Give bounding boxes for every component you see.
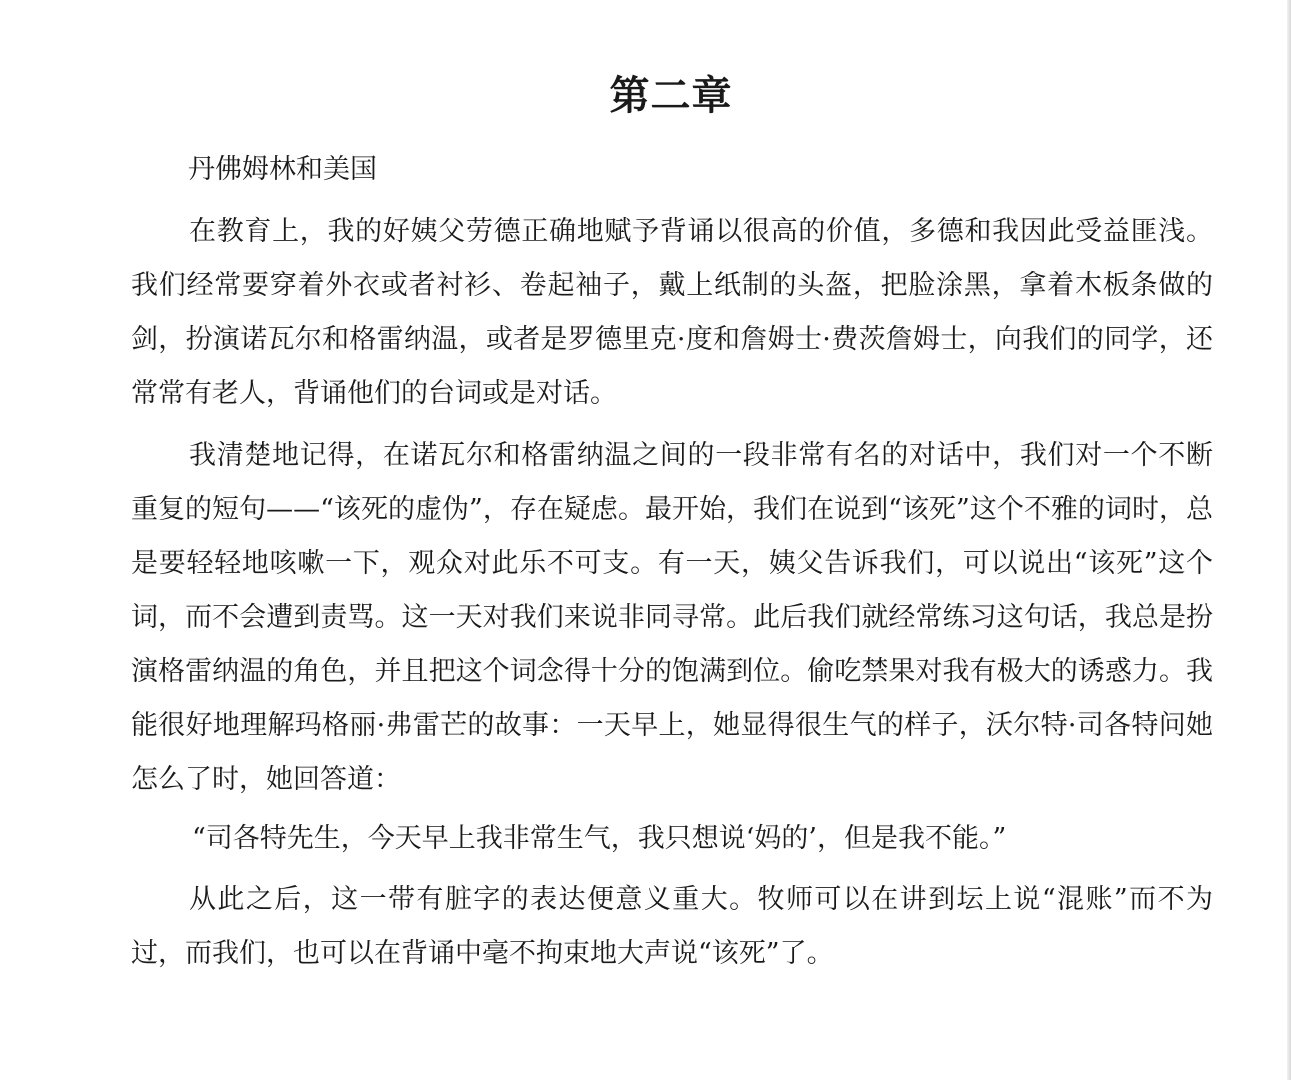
body-paragraph: 从此之后，这一带有脏字的表达便意义重大。牧师可以在讲到坛上说“混账”而不为过，而我们，也可以在背诵中毫不拘束地大声说“该死”了。 <box>131 884 1213 969</box>
quote-paragraph: “司各特先生，今天早上我非常生气，我只想说‘妈的’，但是我不能。” <box>192 823 1007 854</box>
page-edge-shadow <box>1287 0 1291 1080</box>
body-paragraph: 在教育上，我的好姨父劳德正确地赋予背诵以很高的价值，多德和我因此受益匪浅。我们经常要穿着外衣或者衬衫、卷起袖子，戴上纸制的头盔，把脸涂黑，拿着木板条做的剑，扮演诺瓦尔和格雷纳温，或者是罗德里克·度和詹姆士·费茨詹姆士，向我们的同学，还常常有老人，背诵他们的台词或是对话。 <box>131 216 1213 409</box>
body-paragraph: 我清楚地记得，在诺瓦尔和格雷纳温之间的一段非常有名的对话中，我们对一个不断重复的短句——“该死的虚伪”，存在疑虑。最开始，我们在说到“该死”这个不雅的词时，总是要轻轻地咳嗽一下，观众对此乐不可支。有一天，姨父告诉我们，可以说出“该死”这个词，而不会遭到责骂。这一天对我们来说非同寻常。此后我们就经常练习这句话，我总是扮演格雷纳温的角色，并且把这个词念得十分的饱满到位。偷吃禁果对我有极大的诱惑力。我能很好地理解玛格丽·弗雷芒的故事：一天早上，她显得很生气的样子，沃尔特·司各特问她怎么了时，她回答道： <box>131 440 1213 795</box>
section-heading: 丹佛姆林和美国 <box>188 154 377 185</box>
chapter-title: 第二章 <box>609 72 733 119</box>
